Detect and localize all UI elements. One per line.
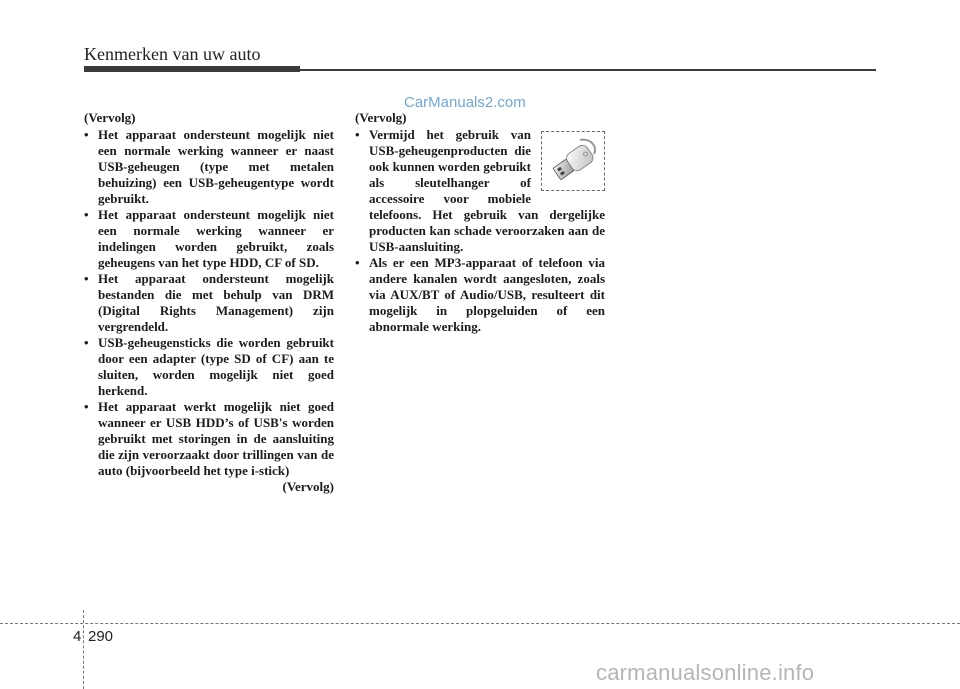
list-item: • Het apparaat ondersteunt mogelijk bestanden die met behulp van DRM (Digital Rights Management) zijn vergrendeld. <box>84 271 334 335</box>
list-item: • Als er een MP3-apparaat of telefoon via andere kanalen wordt aangesloten, zoals via AUX/BT of Audio/USB, resulteert dit mogelijk in plopgeluiden of een abnormale werking. <box>355 255 605 335</box>
footer-rule <box>0 623 960 624</box>
header-bar <box>84 66 300 72</box>
continued-label-top: (Vervolg) <box>84 110 136 125</box>
watermark-bottom: carmanualsonline.info <box>596 660 815 685</box>
page-number: 290 <box>88 628 114 645</box>
continued-label-bottom: (Vervolg) <box>282 479 334 494</box>
right-bullet-list <box>355 127 605 335</box>
list-item: • Vermijd het gebruik van USB-geheugenproducten die ook kunnen worden gebruikt als sleutelhanger of accessoire voor mobiele telefoons. Het gebruik van dergelijke producten kan schade veroorzaken aan de USB-aansluiting. <box>355 127 605 255</box>
left-column <box>84 110 334 495</box>
left-bullet-list <box>84 127 334 479</box>
right-column <box>355 110 605 335</box>
list-item: • Het apparaat ondersteunt mogelijk niet een normale werking wanneer er indelingen worden gebruikt, zoals geheugens van het type HDD, CF of SD. <box>84 207 334 271</box>
watermark-top: CarManuals2.com <box>404 94 526 111</box>
list-item: • USB-geheugensticks die worden gebruikt door een adapter (type SD of CF) aan te sluiten, worden mogelijk niet goed herkend. <box>84 335 334 399</box>
list-item: • Het apparaat werkt mogelijk niet goed wanneer er USB HDD’s of USB's worden gebruikt met storingen in de aansluiting die zijn veroorzaakt door trillingen van de auto (bijvoorbeeld het type i-stick) <box>84 399 334 479</box>
list-item: • Het apparaat ondersteunt mogelijk niet een normale werking wanneer er naast USB-geheugen (type met metalen behuizing) een USB-geheugentype wordt gebruikt. <box>84 127 334 207</box>
header-rule <box>300 69 876 71</box>
footer-vertical-rule <box>83 610 84 689</box>
page-header-title: Kenmerken van uw auto <box>84 44 261 64</box>
section-number: 4 <box>73 628 82 645</box>
continued-label-top-right: (Vervolg) <box>355 110 407 125</box>
